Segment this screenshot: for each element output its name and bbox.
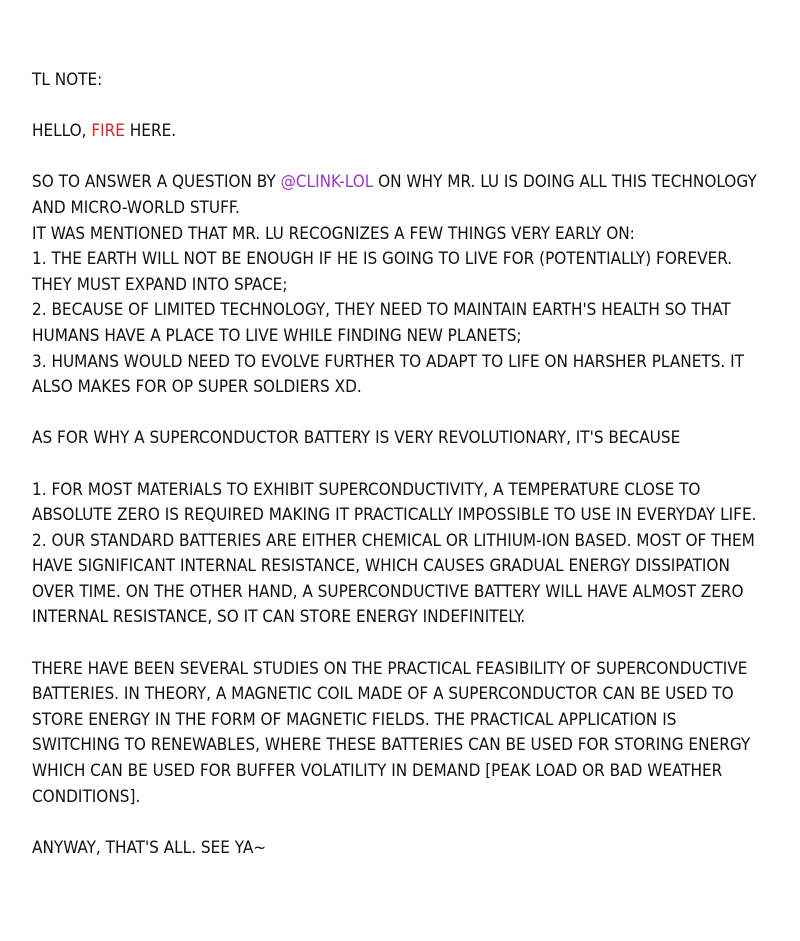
greeting — [32, 119, 768, 145]
battery-intro: AS FOR WHY A SUPERCONDUCTOR BATTERY IS VERY REVOLUTIONARY, IT'S BECAUSE — [32, 428, 681, 449]
question-prefix: SO TO ANSWER A QUESTION BY — [32, 172, 281, 193]
list-item-2: 2. BECAUSE OF LIMITED TECHNOLOGY, THEY NEED TO MAINTAIN EARTH'S HEALTH SO THAT HUMANS HAVE A PLACE TO LIVE WHILE FINDING NEW PLANETS; — [32, 300, 731, 346]
mentioned-line: IT WAS MENTIONED THAT MR. LU RECOGNIZES A FEW THINGS VERY EARLY ON: — [32, 223, 635, 244]
note-heading: TL NOTE: — [32, 70, 103, 90]
greeting-prefix: HELLO, — [32, 121, 92, 142]
question-suffix: ON WHY MR. LU IS DOING ALL THIS TECHNOLOGY AND MICRO-WORLD STUFF. — [32, 172, 757, 218]
translator-name: FIRE — [91, 121, 125, 142]
list-item-3: 3. HUMANS WOULD NEED TO EVOLVE FURTHER TO ADAPT TO LIFE ON HARSHER PLANETS. IT ALSO MAKES FOR OP SUPER SOLDIERS XD. — [32, 351, 744, 398]
spacer — [32, 631, 768, 657]
question-line — [32, 170, 768, 221]
battery-point-1: 1. FOR MOST MATERIALS TO EXHIBIT SUPERCONDUCTIVITY, A TEMPERATURE CLOSE TO ABSOLUTE ZERO IS REQUIRED MAKING IT PRACTICALLY IMPOSSIBLE TO USE IN EVERYDAY LIFE. — [32, 479, 757, 526]
spacer — [32, 810, 768, 836]
user-mention: @CLINK-LOL — [280, 172, 374, 193]
studies-paragraph: THERE HAVE BEEN SEVERAL STUDIES ON THE PRACTICAL FEASIBILITY OF SUPERCONDUCTIVE BATTERIES. IN THEORY, A MAGNETIC COIL MADE OF A SUPERCONDUCTOR CAN BE USED TO STORE ENERGY IN THE FORM OF MAGNETIC FIELDS. THE PRACTICAL APPLICATION IS SWITCHING TO RENEWABLES, WHERE THESE BATTERIES CAN BE USED FOR STORING ENERGY WHICH CAN BE USED FOR BUFFER VOLATILITY IN DEMAND [PEAK LOAD OR BAD WEATHER CONDITIONS]. — [32, 658, 751, 807]
spacer — [32, 401, 768, 427]
battery-point-2: 2. OUR STANDARD BATTERIES ARE EITHER CHEMICAL OR LITHIUM-ION BASED. MOST OF THEM HAVE SIGNIFICANT INTERNAL RESISTANCE, WHICH CAUSES GRADUAL ENERGY DISSIPATION OVER TIME. ON THE OTHER HAND, A SUPERCONDUCTIVE BATTERY WILL HAVE ALMOST ZERO INTERNAL RESISTANCE, SO IT CAN STORE ENERGY INDEFINITELY. — [32, 530, 755, 628]
translator-note — [32, 68, 768, 861]
list-item-1: 1. THE EARTH WILL NOT BE ENOUGH IF HE IS GOING TO LIVE FOR (POTENTIALLY) FOREVER. THEY MUST EXPAND INTO SPACE; — [32, 249, 733, 295]
spacer — [32, 145, 768, 171]
signoff: ANYWAY, THAT'S ALL. SEE YA~ — [32, 837, 267, 858]
greeting-suffix: HERE. — [124, 121, 177, 142]
spacer — [32, 94, 768, 120]
spacer — [32, 452, 768, 478]
